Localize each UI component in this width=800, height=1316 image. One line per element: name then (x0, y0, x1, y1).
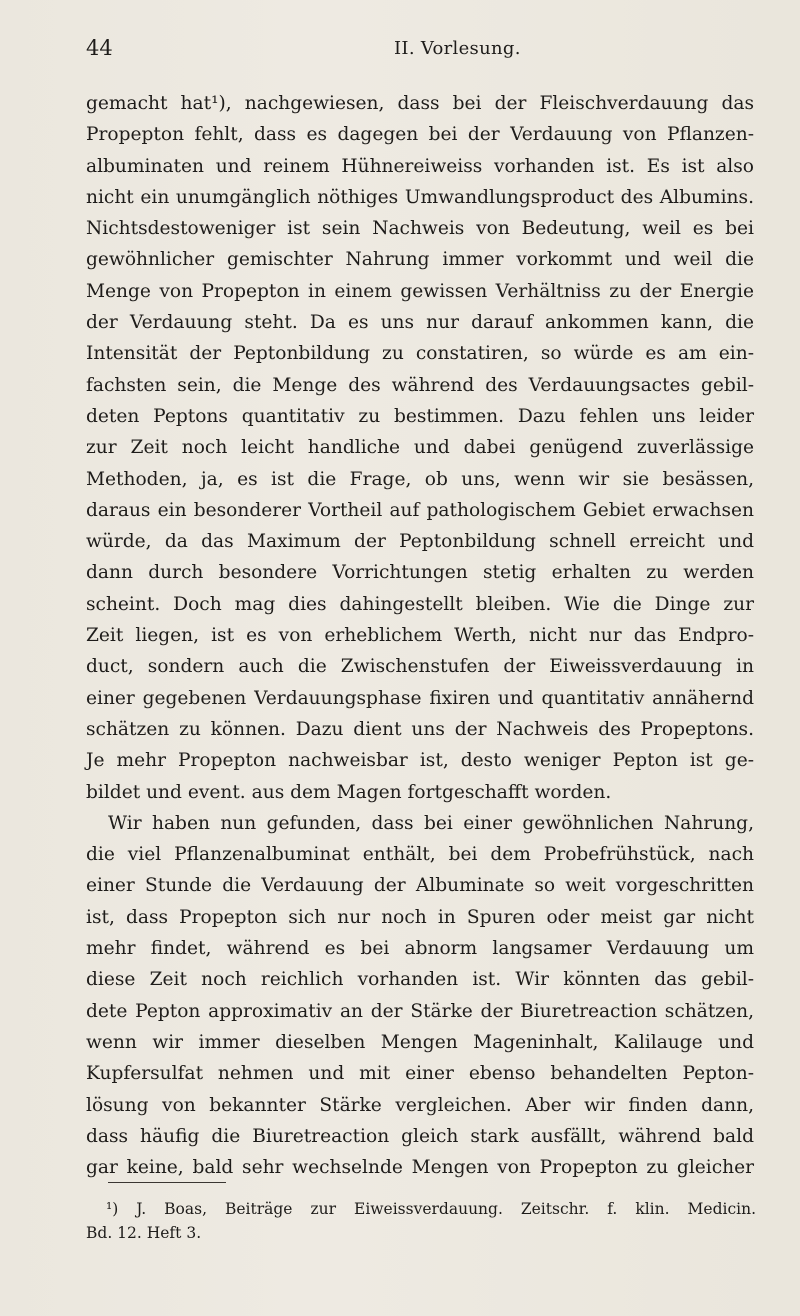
text-line: der Verdauung steht. Da es uns nur darauf ankommen kann, die (86, 312, 754, 334)
text-line: Je mehr Propepton nachweisbar ist, desto weniger Pepton ist ge- (86, 750, 754, 772)
text-line: deten Peptons quantitativ zu bestimmen. Dazu fehlen uns leider (86, 405, 754, 427)
text-line: diese Zeit noch reichlich vorhanden ist. Wir könnten das gebil- (86, 969, 754, 991)
text-line: gewöhnlicher gemischter Nahrung immer vorkommt und weil die (86, 249, 754, 271)
text-line: schätzen zu können. Dazu dient uns der Nachweis des Propeptons. (86, 718, 754, 740)
text-line: albuminaten und reinem Hühnereiweiss vorhanden ist. Es ist also (86, 155, 754, 177)
text-line: ist, dass Propepton sich nur noch in Spuren oder meist gar nicht (86, 906, 754, 928)
text-line: Menge von Propepton in einem gewissen Verhältniss zu der Energie (86, 280, 754, 302)
footnote-line: ¹) J. Boas, Beiträge zur Eiweissverdauung. Zeitschr. f. klin. Medicin. (106, 1200, 756, 1218)
page-number: 44 (86, 36, 113, 60)
paragraph-start-line: Wir haben nun gefunden, dass bei einer gewöhnlichen Nahrung, (108, 812, 754, 834)
running-head: II. Vorlesung. (394, 38, 521, 59)
text-line: würde, da das Maximum der Peptonbildung schnell erreicht und (86, 531, 754, 553)
text-line: wenn wir immer dieselben Mengen Mageninhalt, Kalilauge und (86, 1031, 754, 1053)
footnote-line: Bd. 12. Heft 3. (86, 1224, 202, 1242)
text-line: gar keine, bald sehr wechselnde Mengen von Propepton zu gleicher (86, 1157, 754, 1179)
text-line: Propepton fehlt, dass es dagegen bei der Verdauung von Pflanzen- (86, 124, 754, 146)
text-line: duct, sondern auch die Zwischenstufen der Eiweissverdauung in (86, 656, 754, 678)
footnote-divider (108, 1182, 226, 1183)
text-line: Kupfersulfat nehmen und mit einer ebenso behandelten Pepton- (86, 1063, 754, 1085)
footnote (86, 1197, 756, 1245)
text-line: Zeit liegen, ist es von erheblichem Werth, nicht nur das Endpro- (86, 625, 754, 647)
text-line: nicht ein unumgänglich nöthiges Umwandlungsproduct des Albumins. (86, 186, 754, 208)
text-line: einer Stunde die Verdauung der Albuminate so weit vorgeschritten (86, 875, 754, 897)
text-line: dann durch besondere Vorrichtungen stetig erhalten zu werden (86, 562, 754, 584)
text-line: mehr findet, während es bei abnorm langsamer Verdauung um (86, 938, 754, 960)
text-line: dete Pepton approximativ an der Stärke der Biuretreaction schätzen, (86, 1000, 754, 1022)
text-line: zur Zeit noch leicht handliche und dabei genügend zuverlässige (86, 437, 754, 459)
paragraph-end-line: bildet und event. aus dem Magen fortgeschafft worden. (86, 781, 612, 803)
body-text (86, 88, 754, 1183)
text-line: die viel Pflanzenalbuminat enthält, bei dem Probefrühstück, nach (86, 844, 754, 866)
text-line: fachsten sein, die Menge des während des Verdauungsactes gebil- (86, 374, 754, 396)
text-line: daraus ein besonderer Vortheil auf pathologischem Gebiet erwachsen (86, 499, 754, 521)
text-line: einer gegebenen Verdauungsphase fixiren und quantitativ annähernd (86, 687, 754, 709)
text-line: Nichtsdestoweniger ist sein Nachweis von Bedeutung, weil es bei (86, 218, 754, 240)
text-line: dass häufig die Biuretreaction gleich stark ausfällt, während bald (86, 1125, 754, 1147)
text-line: gemacht hat¹), nachgewiesen, dass bei der Fleischverdauung das (86, 93, 754, 114)
text-line: Methoden, ja, es ist die Frage, ob uns, wenn wir sie besässen, (86, 468, 754, 490)
text-line: Intensität der Peptonbildung zu constatiren, so würde es am ein- (86, 343, 754, 365)
text-line: lösung von bekannter Stärke vergleichen. Aber wir finden dann, (86, 1094, 754, 1116)
page-header (86, 36, 746, 68)
text-line: scheint. Doch mag dies dahingestellt bleiben. Wie die Dinge zur (86, 593, 754, 615)
